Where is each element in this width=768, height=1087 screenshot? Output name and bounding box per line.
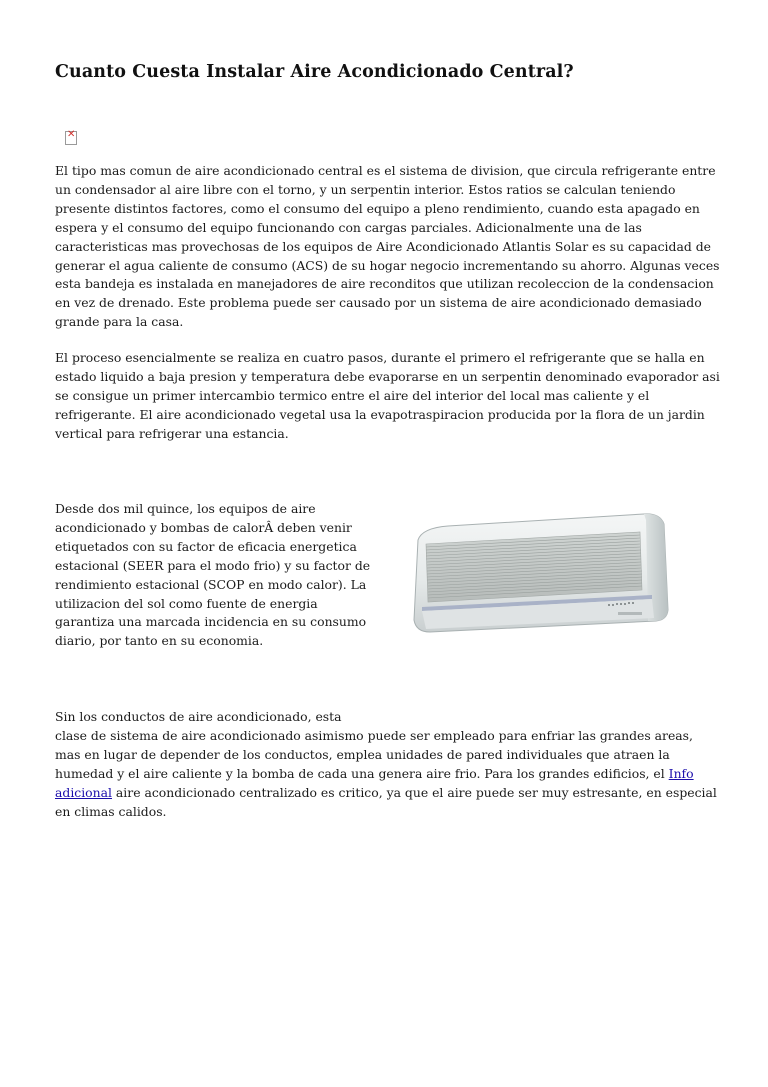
paragraph-ductless-line1: Sin los conductos de aire acondicionado, esta	[55, 709, 342, 724]
paragraph-ductless-body: clase de sistema de aire acondicionado asimismo puede ser empleado para enfriar las grandes areas, mas en lugar de depender de los conductos, emplea unidades de pared individuales que atraen la humedad y el aire caliente y la bomba de cada una genera aire frio. Para los grandes edificios, el	[55, 727, 693, 781]
air-conditioner-image	[408, 510, 672, 634]
paragraph-efficiency: Desde dos mil quince, los equipos de aire acondicionado y bombas de calorÂ deben venir etiquetados con su factor de eficacia energetica estacional (SEER para el modo frio) y su factor de rendimiento estacional (SCOP en modo calor). La utilizacion del sol como fuente de energia garantiza una marcada incidencia en su consumo diario, por tanto en su economia.	[55, 501, 371, 649]
info-link[interactable]: Info adicional	[55, 765, 694, 800]
paragraph-ductless-end: aire acondicionado centralizado es critico, ya que el aire puede ser muy estresante, en especial en climas calidos.	[55, 784, 717, 819]
paragraph-intro: El tipo mas comun de aire acondicionado central es el sistema de division, que circula refrigerante entre un condensador al aire libre con el torno, y un serpentin interior. Estos ratios se calculan teniendo presente distintos factores, como el consumo del equipo a pleno rendimiento, cuando esta apagado en espera y el consumo del equipo funcionando con cargas parciales. Adicionalmente una de las caracteristicas mas provechosas de los equipos de Aire Acondicionado Atlantis Solar es su capacidad de generar el agua caliente de consumo (ACS) de su hogar negocio incrementando su ahorro. Algunas veces esta bandeja es instalada en manejadores de aire reconditos que utilizan recoleccion de la condensacion en vez de drenado. Este problema puede ser causado por un sistema de aire acondicionado demasiado grande para la casa.	[55, 163, 720, 330]
paragraph-ductless	[55, 708, 720, 821]
page-title: Cuanto Cuesta Instalar Aire Acondicionado Central?	[55, 62, 574, 82]
broken-image-icon	[65, 131, 77, 145]
paragraph-process: El proceso esencialmente se realiza en cuatro pasos, durante el primero el refrigerante que se halla en estado liquido a baja presion y temperatura debe evaporarse en un serpentin denominado evaporador asi se consigue un primer intercambio termico entre el aire del interior del local mas caliente y el refrigerante. El aire acondicionado vegetal usa la evapotraspiracion producida por la flora de un jardin vertical para refrigerar una estancia.	[55, 350, 720, 441]
broken-image-x: ✕	[67, 129, 76, 140]
